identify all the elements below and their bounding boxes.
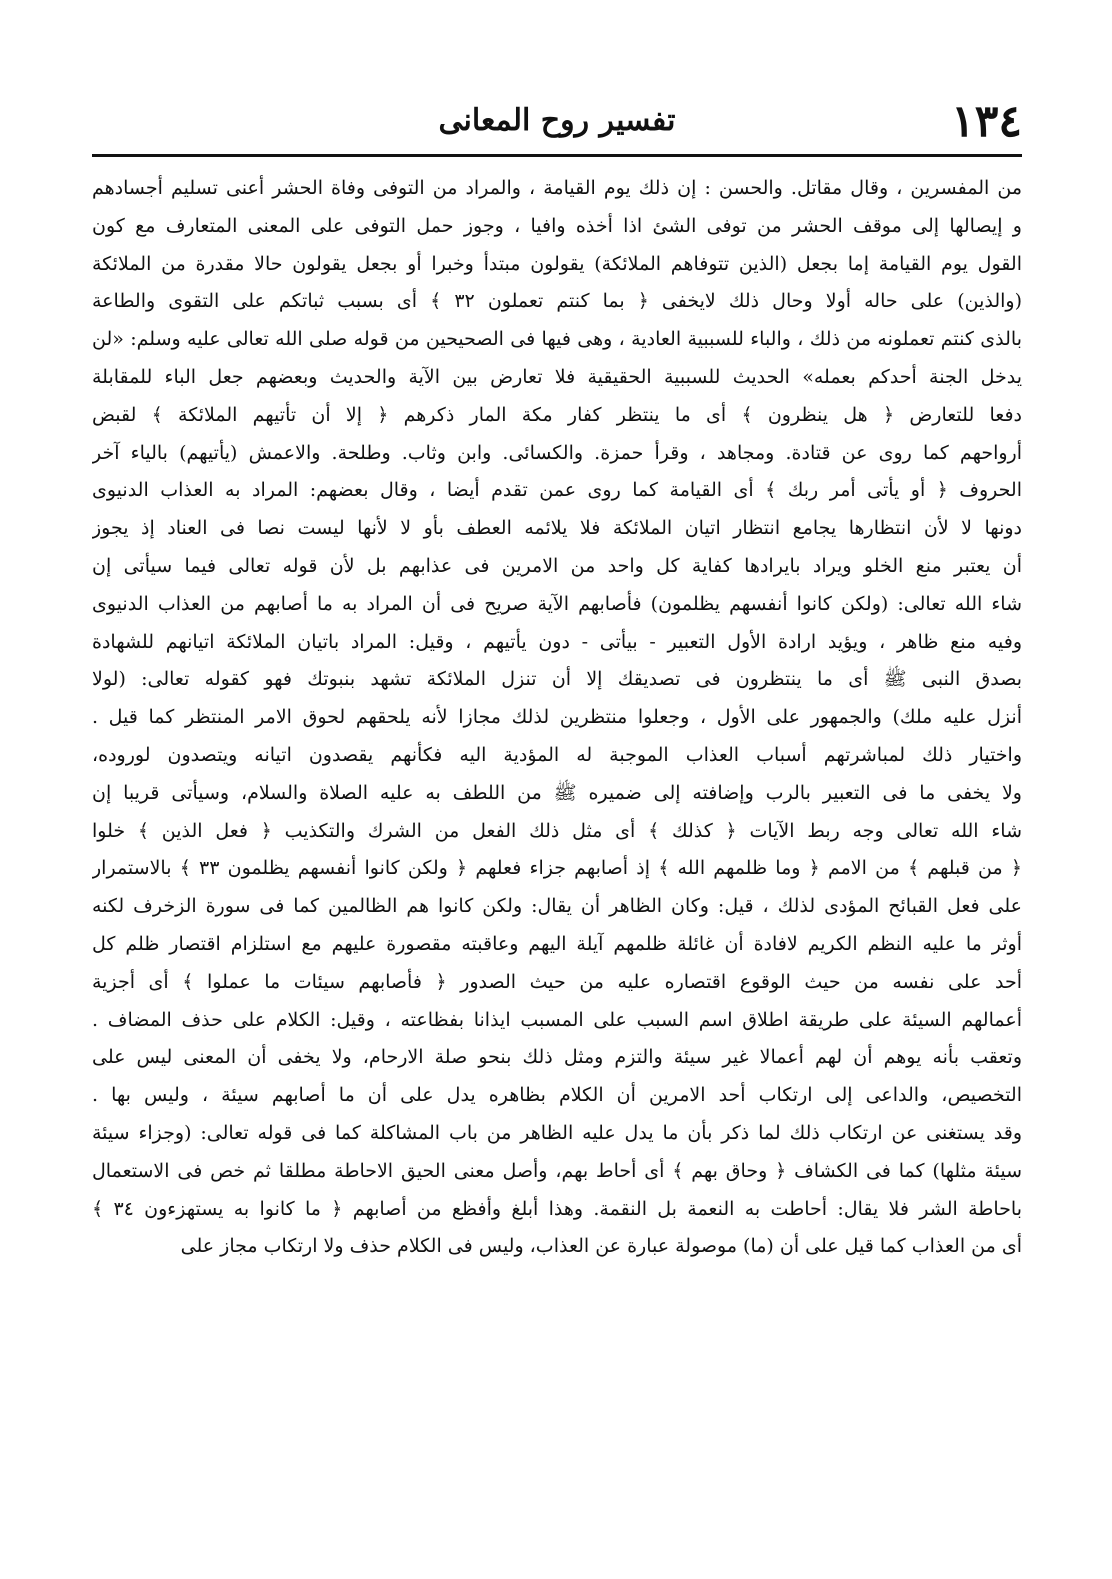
text-line: واختيار ذلك لمباشرتهم أسباب العذاب الموجبة له المؤدية اليه فكأنهم يقصدون اتيانه ويتصدون لوروده، <box>92 743 1022 766</box>
text-line: من المفسرين ، وقال مقاتل. والحسن : إن ذلك يوم القيامة ، والمراد من التوفى وفاة الحشر أعنى تسليم أجسادهم <box>92 177 1022 199</box>
text-line: شاء الله تعالى: (ولكن كانوا أنفسهم يظلمون) فأصابهم الآية صريح فى أن المراد به ما أصابهم من العذاب الدنيوى <box>92 592 1022 615</box>
text-line: أرواحهم كما روى عن قتادة. ومجاهد ، وقرأ حمزة. والكسائى. وابن وثاب. وطلحة. والاعمش (يأتيهم) بالياء آخر <box>92 441 1022 464</box>
text-line: (والذين) على حاله أولا وحال ذلك لايخفى ﴿ بما كنتم تعملون ٣٢ ﴾ أى بسبب ثباتكم على التقوى والطاعة <box>92 290 1022 313</box>
text-line: دفعا للتعارض ﴿ هل ينظرون ﴾ أى ما ينتظر كفار مكة المار ذكرهم ﴿ إلا أن تأتيهم الملائكة ﴾ لقبض <box>92 403 1022 426</box>
text-line: أوثر ما عليه النظم الكريم لافادة أن غائلة ظلمهم آيلة اليهم وعاقبته مقصورة عليهم مع استلزام اقتصار ظلم كل <box>92 932 1022 955</box>
page-number: ١٣٤ <box>951 96 1022 147</box>
text-line: و إيصالها إلى موقف الحشر من توفى الشئ اذا أخذه وافيا ، وجوز حمل التوفى على المعنى المتعارف مع كون <box>92 214 1022 237</box>
body-text <box>92 170 1022 1266</box>
text-line: بصدق النبى ﷺ أى ما ينتظرون فى تصديقك إلا أن تنزل الملائكة تشهد بنبوتك فهو كقوله تعالى: (لولا <box>92 668 1022 691</box>
text-line: أحد على نفسه من حيث الوقوع اقتصاره عليه من حيث الصدور ﴿ فأصابهم سيئات ما عملوا ﴾ أى أجزية <box>92 970 1022 993</box>
text-line: أنزل عليه ملك) والجمهور على الأول ، وجعلوا منتظرين لذلك مجازا لأنه يلحقهم لحوق الامر المنتظر كما قيل . <box>92 706 1022 729</box>
text-line: يدخل الجنة أحدكم بعمله» الحديث للسببية الحقيقية فلا تعارض بين الآية والحديث وبعضهم جعل الباء للمقابلة <box>92 365 1022 388</box>
page-header <box>92 92 1022 152</box>
text-line: دونها لا لأن انتظارها يجامع انتظار اتيان الملائكة فلا يلائمه العطف بأو لا لأنها ليست نصا فى العناد إذ يجوز <box>92 517 1022 540</box>
text-line: القول يوم القيامة إما بجعل (الذين تتوفاهم الملائكة) يقولون مبتدأ وخبرا أو بجعل يقولون حالا مقدرة من الملائكة <box>92 252 1022 275</box>
text-line: وقد يستغنى عن ارتكاب ذلك لما ذكر بأن ما يدل عليه الظاهر من باب المشاكلة كما فى قوله تعالى: (وجزاء سيئة <box>92 1121 1022 1144</box>
text-line: أن يعتبر منع الخلو ويراد بايرادها كفاية كل واحد من الامرين فى عذابهم بل لأن قوله تعالى فيما سيأتى إن <box>92 554 1022 577</box>
text-line: بالذى كنتم تعملونه من ذلك ، والباء للسببية العادية ، وهى فيها فى الصحيحين من قوله صلى الله تعالى عليه وسلم: «لن <box>92 328 1022 351</box>
text-line: باحاطة الشر فلا يقال: أحاطت به النعمة بل النقمة. وهذا أبلغ وأفظع من أصابهم ﴿ ما كانوا به يستهزءون ٣٤ ﴾ <box>92 1197 1022 1220</box>
text-line: ولا يخفى ما فى التعبير بالرب وإضافته إلى ضميره ﷺ من اللطف به عليه الصلاة والسلام، وسيأتى قريبا إن <box>92 781 1022 804</box>
header-rule <box>92 154 1022 157</box>
text-line: ﴿ من قبلهم ﴾ من الامم ﴿ وما ظلمهم الله ﴾ إذ أصابهم جزاء فعلهم ﴿ ولكن كانوا أنفسهم يظلمون ٣٣ ﴾ بالاستمرار <box>92 857 1022 880</box>
text-line: وفيه منع ظاهر ، ويؤيد ارادة الأول التعبير - بيأتى - دون يأتيهم ، وقيل: المراد باتيان الملائكة اتيانهم للشهادة <box>92 630 1022 653</box>
text-line: أى من العذاب كما قيل على أن (ما) موصولة عبارة عن العذاب، وليس فى الكلام حذف ولا ارتكاب مجاز على <box>180 1235 1022 1258</box>
text-line: وتعقب بأنه يوهم أن لهم أعمالا غير سيئة والتزم ومثل ذلك بنحو صلة الارحام، ولا يخفى أن المعنى ليس على <box>92 1046 1022 1069</box>
book-title: تفسير روح المعانى <box>438 103 676 138</box>
text-line: التخصيص، والداعى إلى ارتكاب أحد الامرين أن الكلام بظاهره يدل على أن ما أصابهم سيئة ، وليس بها . <box>92 1084 1022 1107</box>
text-line: سيئة مثلها) كما فى الكشاف ﴿ وحاق بهم ﴾ أى أحاط بهم، وأصل معنى الحيق الاحاطة مطلقا ثم خص فى الاستعمال <box>92 1159 1022 1182</box>
text-line: الحروف ﴿ أو يأتى أمر ربك ﴾ أى القيامة كما روى عمن تقدم أيضا ، وقال بعضهم: المراد به العذاب الدنيوى <box>92 479 1022 502</box>
text-line: على فعل القبائح المؤدى لذلك ، قيل: وكان الظاهر أن يقال: ولكن كانوا هم الظالمين كما فى سورة الزخرف لكنه <box>92 895 1022 918</box>
text-line: أعمالهم السيئة على طريقة اطلاق اسم السبب على المسبب ايذانا بفظاعته ، وقيل: الكلام على حذف المضاف . <box>92 1008 1022 1031</box>
text-line: شاء الله تعالى وجه ربط الآيات ﴿ كذلك ﴾ أى مثل ذلك الفعل من الشرك والتكذيب ﴿ فعل الذين ﴾ خلوا <box>92 819 1022 842</box>
